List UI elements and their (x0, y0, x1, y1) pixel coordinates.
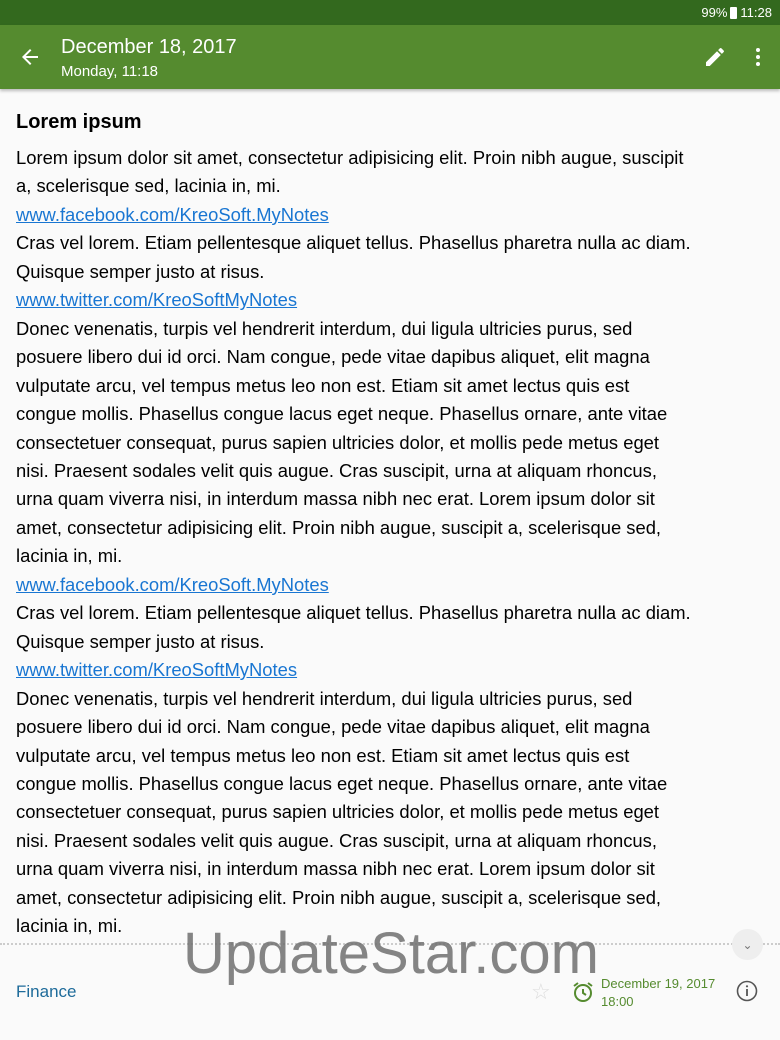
note-link[interactable]: www.facebook.com/KreoSoft.MyNotes (16, 573, 329, 595)
note-text-line: posuere libero dui id orci. Nam congue, pede vitae dapibus aliquet, elit magna (16, 716, 650, 738)
note-content (16, 108, 691, 941)
collapse-button[interactable] (732, 929, 763, 960)
note-text-line: consectetuer consequat, purus sapien ultricies dolor, et mollis pede metus eget (16, 801, 660, 823)
note-text-line: nisi. Praesent sodales velit quis augue. Cras suscipit, urna at aliquam rhoncus, (16, 459, 657, 481)
note-text-line: nisi. Praesent sodales velit quis augue. Cras suscipit, urna at aliquam rhoncus, (16, 829, 657, 851)
note-text-line: lacinia in, mi. (16, 545, 123, 567)
note-day-time: Monday, 11:18 (61, 63, 159, 80)
note-link[interactable]: www.twitter.com/KreoSoftMyNotes (16, 289, 298, 311)
reminder-time: 18:00 (601, 994, 634, 1009)
alarm-clock-icon[interactable] (571, 980, 595, 1004)
note-text-line: lacinia in, mi. (16, 915, 123, 937)
note-link[interactable]: www.twitter.com/KreoSoftMyNotes (16, 659, 298, 681)
clock: 11:28 (740, 5, 772, 20)
note-text-line: urna quam viverra nisi, in interdum massa nibh nec erat. Lorem ipsum dolor sit (16, 858, 655, 880)
category-label[interactable]: Finance (16, 982, 77, 1001)
battery-icon (730, 7, 737, 19)
note-text-line: Donec venenatis, turpis vel hendrerit interdum, dui ligula ultricies purus, sed (16, 687, 633, 709)
chevron-down-icon: ⌄ (742, 937, 753, 952)
star-icon[interactable]: ☆ (531, 979, 551, 1004)
battery-level: 99% (701, 5, 728, 20)
note-date: December 18, 2017 (61, 36, 237, 58)
note-text-line: Quisque semper justo at risus. (16, 630, 265, 652)
note-title: Lorem ipsum (16, 111, 142, 133)
note-text-line: vulputate arcu, vel tempus metus leo non est. Etiam sit amet lectus quis est (16, 374, 630, 396)
note-text-line: Lorem ipsum dolor sit amet, consectetur adipisicing elit. Proin nibh augue, suscipit (16, 147, 684, 168)
note-text-line: posuere libero dui id orci. Nam congue, pede vitae dapibus aliquet, elit magna (16, 346, 650, 368)
watermark: UpdateStar.com (183, 921, 599, 986)
note-text-line: Quisque semper justo at risus. (16, 260, 265, 282)
note-text-line: urna quam viverra nisi, in interdum massa nibh nec erat. Lorem ipsum dolor sit (16, 488, 655, 510)
note-link[interactable]: www.facebook.com/KreoSoft.MyNotes (16, 203, 329, 225)
note-text-line: Donec venenatis, turpis vel hendrerit interdum, dui ligula ultricies purus, sed (16, 317, 633, 339)
info-icon[interactable] (736, 980, 758, 1002)
note-text-line: congue mollis. Phasellus congue lacus eget neque. Phasellus ornare, ante vitae (16, 772, 668, 794)
note-text-line: vulputate arcu, vel tempus metus leo non est. Etiam sit amet lectus quis est (16, 744, 630, 766)
reminder[interactable] (601, 975, 715, 1011)
note-text-line: Cras vel lorem. Etiam pellentesque aliquet tellus. Phasellus pharetra nulla ac diam. (16, 602, 691, 624)
note-text-line: congue mollis. Phasellus congue lacus eget neque. Phasellus ornare, ante vitae (16, 403, 668, 425)
app-bar (0, 25, 780, 89)
status-bar (0, 0, 780, 25)
reminder-date: December 19, 2017 (601, 976, 716, 991)
edit-pencil-icon[interactable] (703, 45, 727, 69)
note-text-line: amet, consectetur adipisicing elit. Proin nibh augue, suscipit a, scelerisque sed, (16, 516, 662, 538)
back-arrow-icon[interactable] (18, 45, 42, 69)
note-text-line: a, scelerisque sed, lacinia in, mi. (16, 175, 281, 197)
more-options-icon[interactable] (746, 45, 770, 69)
note-text-line: consectetuer consequat, purus sapien ultricies dolor, et mollis pede metus eget (16, 431, 660, 453)
note-text-line: amet, consectetur adipisicing elit. Proin nibh augue, suscipit a, scelerisque sed, (16, 886, 662, 908)
note-text-line: Cras vel lorem. Etiam pellentesque aliquet tellus. Phasellus pharetra nulla ac diam. (16, 232, 691, 254)
